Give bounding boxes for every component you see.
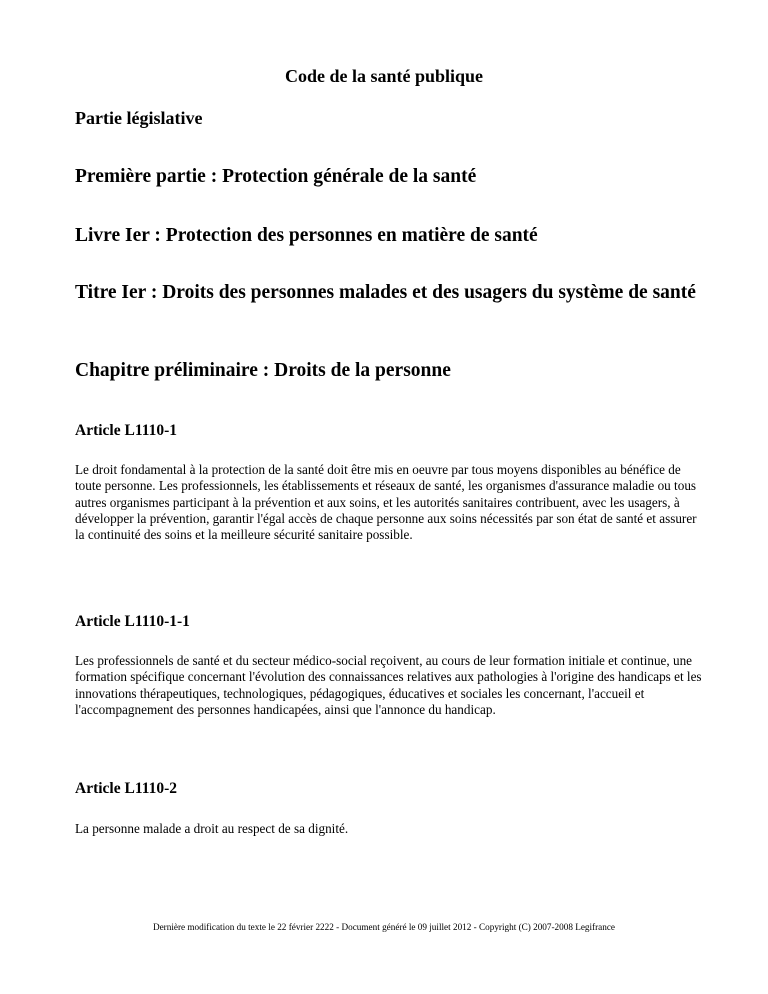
article-text: Le droit fondamental à la protection de la santé doit être mis en oeuvre par tous moyens disponibles au bénéfice de toute personne. Les professionnels, les établissements et réseaux de santé, les organismes d'assurance maladie ou tous autres organismes participant à la prévention et aux soins, et les autorités sanitaires contribuent, avec les usagers, à développer la prévention, garantir l'égal accès de chaque personne aux soins nécessités par son état de santé et assurer la continuité des soins et la meilleure sécurité sanitaire possible. — [75, 462, 697, 543]
article-text: Les professionnels de santé et du secteur médico-social reçoivent, au cours de leur formation initiale et continue, une formation spécifique concernant l'évolution des connaissances relatives aux pathologies à l'origine des handicaps et les innovations thérapeutiques, technologiques, pédagogiques, éducatives et sociales les concernant, l'accueil et l'accompagnement des personnes handicapées, ainsi que l'annonce du handicap. — [75, 653, 702, 717]
premiere-partie-heading: Première partie : Protection générale de la santé — [75, 166, 477, 187]
article-heading: Article L1110-1 — [75, 422, 178, 439]
page-footer: Dernière modification du texte le 22 février 2222 - Document généré le 09 juillet 2012 - Copyright (C) 2007-2008 Legifrance — [152, 922, 616, 932]
partie-heading: Partie législative — [75, 108, 203, 128]
chapitre-heading: Chapitre préliminaire : Droits de la personne — [75, 360, 451, 381]
document-title: Code de la santé publique — [284, 66, 484, 86]
titre-heading: Titre Ier : Droits des personnes malades et des usagers du système de santé — [75, 282, 696, 303]
article-text: La personne malade a droit au respect de sa dignité. — [75, 821, 349, 836]
article-heading: Article L1110-2 — [75, 780, 178, 797]
article-heading: Article L1110-1-1 — [75, 613, 190, 630]
livre-heading: Livre Ier : Protection des personnes en matière de santé — [75, 225, 538, 246]
